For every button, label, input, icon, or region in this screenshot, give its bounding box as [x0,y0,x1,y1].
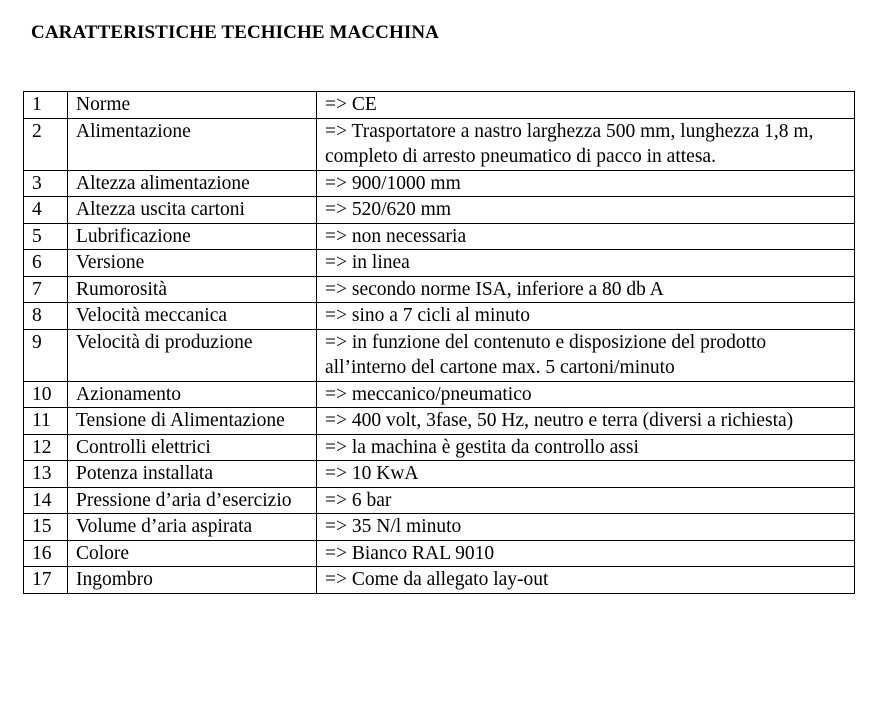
spec-value: => Bianco RAL 9010 [317,540,855,567]
row-number: 4 [24,197,68,224]
table-row [24,381,855,408]
spec-name: Pressione d’aria d’esercizio [68,487,317,514]
row-number: 5 [24,223,68,250]
spec-value: => CE [317,92,855,119]
table-row [24,408,855,435]
spec-name: Alimentazione [68,118,317,170]
spec-value: => la machina è gestita da controllo assi [317,434,855,461]
table-row [24,303,855,330]
table-row [24,197,855,224]
spec-name: Norme [68,92,317,119]
table-row [24,540,855,567]
table-row [24,92,855,119]
spec-value: => in funzione del contenuto e disposizione del prodotto all’interno del cartone max. 5 cartoni/minuto [317,329,855,381]
row-number: 13 [24,461,68,488]
spec-name: Azionamento [68,381,317,408]
row-number: 6 [24,250,68,277]
row-number: 15 [24,514,68,541]
row-number: 2 [24,118,68,170]
spec-value: => Trasportatore a nastro larghezza 500 mm, lunghezza 1,8 m, completo di arresto pneumatico di pacco in attesa. [317,118,855,170]
spec-value: => 900/1000 mm [317,170,855,197]
spec-name: Lubrificazione [68,223,317,250]
row-number: 1 [24,92,68,119]
table-row [24,118,855,170]
spec-name: Colore [68,540,317,567]
spec-value: => 35 N/l minuto [317,514,855,541]
table-row [24,276,855,303]
spec-name: Altezza uscita cartoni [68,197,317,224]
table-row [24,250,855,277]
row-number: 17 [24,567,68,594]
spec-value: => 10 KwA [317,461,855,488]
spec-name: Velocità di produzione [68,329,317,381]
spec-name: Velocità meccanica [68,303,317,330]
table-row [24,329,855,381]
spec-value: => 6 bar [317,487,855,514]
spec-value: => non necessaria [317,223,855,250]
spec-name: Volume d’aria aspirata [68,514,317,541]
spec-name: Altezza alimentazione [68,170,317,197]
spec-name: Tensione di Alimentazione [68,408,317,435]
spec-name: Versione [68,250,317,277]
table-row [24,434,855,461]
row-number: 7 [24,276,68,303]
document-title: CARATTERISTICHE TECHICHE MACCHINA [31,22,439,43]
spec-value: => sino a 7 cicli al minuto [317,303,855,330]
spec-table [23,91,855,594]
table-row [24,487,855,514]
spec-value: => in linea [317,250,855,277]
spec-value: => 400 volt, 3fase, 50 Hz, neutro e terra (diversi a richiesta) [317,408,855,435]
row-number: 10 [24,381,68,408]
spec-value: => secondo norme ISA, inferiore a 80 db A [317,276,855,303]
row-number: 12 [24,434,68,461]
spec-name: Rumorosità [68,276,317,303]
row-number: 11 [24,408,68,435]
table-row [24,223,855,250]
spec-name: Potenza installata [68,461,317,488]
row-number: 8 [24,303,68,330]
table-row [24,461,855,488]
spec-value: => 520/620 mm [317,197,855,224]
spec-value: => meccanico/pneumatico [317,381,855,408]
table-row [24,170,855,197]
spec-value: => Come da allegato lay-out [317,567,855,594]
row-number: 9 [24,329,68,381]
spec-name: Ingombro [68,567,317,594]
table-row [24,567,855,594]
row-number: 3 [24,170,68,197]
spec-name: Controlli elettrici [68,434,317,461]
row-number: 16 [24,540,68,567]
row-number: 14 [24,487,68,514]
table-row [24,514,855,541]
